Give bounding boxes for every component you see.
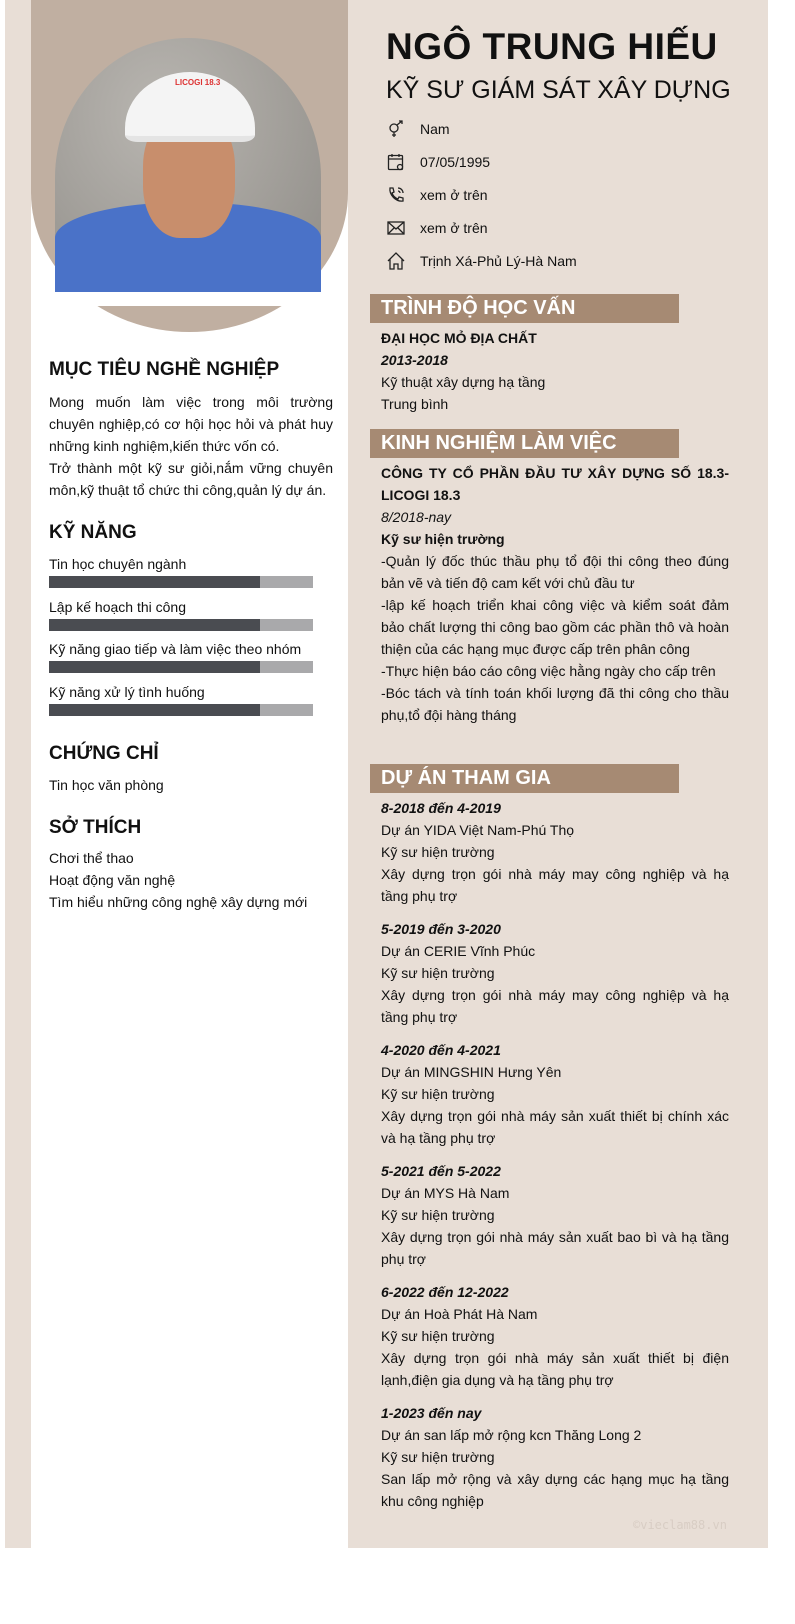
hobbies-heading: SỞ THÍCH — [49, 817, 142, 838]
certs-heading: CHỨNG CHỈ — [49, 743, 159, 764]
hobby-item: Tìm hiểu những công nghệ xây dựng mới — [49, 894, 308, 910]
watermark: ©vieclam88.vn — [633, 1518, 727, 1532]
experience-heading: KINH NGHIỆM LÀM VIỆC — [370, 429, 679, 458]
envelope-icon — [386, 218, 406, 238]
company: CÔNG TY CỔ PHẦN ĐẦU TƯ XÂY DỰNG SỐ 18.3-LICOGI 18.3 — [381, 465, 729, 503]
job-title: KỸ SƯ GIÁM SÁT XÂY DỰNG — [386, 76, 731, 104]
project-name: Dự án YIDA Việt Nam-Phú Thọ — [381, 822, 575, 838]
projects-list — [381, 797, 729, 1523]
project-desc: Xây dựng trọn gói nhà máy may công nghiệp và hạ tầng phụ trợ — [381, 987, 729, 1025]
project-desc: Xây dựng trọn gói nhà máy may công nghiệp và hạ tầng phụ trợ — [381, 866, 729, 904]
skill-item — [49, 555, 313, 588]
skill-item — [49, 683, 313, 716]
project-role: Kỹ sư hiện trường — [381, 965, 495, 981]
skill-bar-fill — [49, 619, 260, 631]
project-period: 5-2021 đến 5-2022 — [381, 1163, 501, 1179]
skill-bar-fill — [49, 661, 260, 673]
edu-years: 2013-2018 — [381, 352, 448, 368]
skill-label: Lập kế hoạch thi công — [49, 598, 186, 615]
skill-bar — [49, 704, 313, 716]
education-block — [381, 327, 729, 415]
duty: -Quản lý đốc thúc thầu phụ tổ đội thi công theo đúng bản vẽ và tiến độ cam kết với chủ đầu tư — [381, 553, 729, 591]
project-desc: Xây dựng trọn gói nhà máy sản xuất thiết bị điện lạnh,điện gia dụng và hạ tầng phụ trợ — [381, 1350, 729, 1388]
project-desc: Xây dựng trọn gói nhà máy sản xuất bao bì và hạ tầng phụ trợ — [381, 1229, 729, 1267]
project-name: Dự án Hoà Phát Hà Nam — [381, 1306, 538, 1322]
duty: -Thực hiện báo cáo công việc hằng ngày cho cấp trên — [381, 663, 716, 679]
project-item — [381, 1402, 729, 1512]
skill-label: Kỹ năng giao tiếp và làm việc theo nhóm — [49, 641, 302, 657]
info-phone: xem ở trên — [386, 185, 488, 205]
experience-block — [381, 462, 729, 726]
helmet-logo: LICOGI 18.3 — [175, 78, 221, 87]
duty: -lập kế hoạch triển khai công việc và kiểm soát đảm bảo chất lượng thi công bao gồm các phần thô và hoàn thiện của các hạng mục được cấp trên phân công — [381, 597, 729, 657]
info-address: Trịnh Xá-Phủ Lý-Hà Nam — [386, 251, 577, 271]
left-column — [31, 0, 348, 1548]
hobby-item: Chơi thể thao — [49, 850, 134, 866]
skill-bar — [49, 576, 313, 588]
exp-period: 8/2018-nay — [381, 509, 452, 525]
skill-item — [49, 640, 313, 673]
home-icon — [386, 251, 406, 271]
duty: -Bóc tách và tính toán khối lượng đã thi công cho thầu phụ,tổ đội hàng tháng — [381, 685, 729, 723]
skill-label: Tin học chuyên ngành — [49, 556, 187, 572]
project-name: Dự án san lấp mở rộng kcn Thăng Long 2 — [381, 1427, 642, 1443]
project-item — [381, 1281, 729, 1391]
skill-bar — [49, 619, 313, 631]
right-column — [348, 0, 768, 1548]
objective-heading: MỤC TIÊU NGHỀ NGHIỆP — [49, 359, 280, 380]
objective-text-2: Trở thành một kỹ sư giỏi,nắm vững chuyên môn,kỹ thuật tổ chức thi công,quản lý dự án. — [49, 460, 333, 498]
project-name: Dự án CERIE Vĩnh Phúc — [381, 943, 536, 959]
project-role: Kỹ sư hiện trường — [381, 1086, 495, 1102]
gender-icon — [386, 119, 406, 139]
project-desc: Xây dựng trọn gói nhà máy sản xuất thiết bị chính xác và hạ tầng phụ trợ — [381, 1108, 729, 1146]
project-role: Kỹ sư hiện trường — [381, 1328, 495, 1344]
education-heading: TRÌNH ĐỘ HỌC VẤN — [370, 294, 679, 323]
skill-bar — [49, 661, 313, 673]
project-name: Dự án MINGSHIN Hưng Yên — [381, 1064, 562, 1080]
exp-role: Kỹ sư hiện trường — [381, 531, 505, 547]
project-period: 4-2020 đến 4-2021 — [381, 1042, 501, 1058]
info-dob: 07/05/1995 — [386, 152, 490, 172]
project-item — [381, 918, 729, 1028]
edu-grade: Trung bình — [381, 396, 449, 412]
project-role: Kỹ sư hiện trường — [381, 1449, 495, 1465]
skill-label: Kỹ năng xử lý tình huống — [49, 683, 205, 700]
calendar-icon — [386, 152, 406, 172]
info-email: xem ở trên — [386, 218, 488, 238]
project-name: Dự án MYS Hà Nam — [381, 1185, 510, 1201]
project-period: 5-2019 đến 3-2020 — [381, 921, 501, 937]
school: ĐẠI HỌC MỎ ĐỊA CHẤT — [381, 330, 537, 346]
project-role: Kỹ sư hiện trường — [381, 844, 495, 860]
project-period: 1-2023 đến nay — [381, 1405, 482, 1421]
skill-bar-fill — [49, 576, 260, 588]
project-period: 8-2018 đến 4-2019 — [381, 800, 501, 816]
objective-text-1: Mong muốn làm việc trong môi trường chuyên nghiệp,có cơ hội học hỏi và phát huy những kinh nghiệm,kiến thức vốn có. — [49, 394, 333, 454]
project-role: Kỹ sư hiện trường — [381, 1207, 495, 1223]
info-gender: Nam — [386, 119, 450, 139]
phone-icon — [386, 185, 406, 205]
skills-heading: KỸ NĂNG — [49, 522, 137, 543]
edu-major: Kỹ thuật xây dựng hạ tầng — [381, 374, 546, 390]
projects-heading: DỰ ÁN THAM GIA — [370, 764, 679, 793]
skill-bar-fill — [49, 704, 260, 716]
project-item — [381, 797, 729, 907]
project-desc: San lấp mở rộng và xây dựng các hạng mục hạ tầng khu công nghiệp — [381, 1471, 729, 1509]
cert-item: Tin học văn phòng — [49, 777, 164, 793]
project-period: 6-2022 đến 12-2022 — [381, 1284, 509, 1300]
skill-item — [49, 598, 313, 631]
candidate-name: NGÔ TRUNG HIẾU — [386, 26, 718, 67]
project-item — [381, 1160, 729, 1270]
hobby-item: Hoạt động văn nghệ — [49, 872, 176, 888]
project-item — [381, 1039, 729, 1149]
left-margin-strip — [5, 0, 31, 1548]
